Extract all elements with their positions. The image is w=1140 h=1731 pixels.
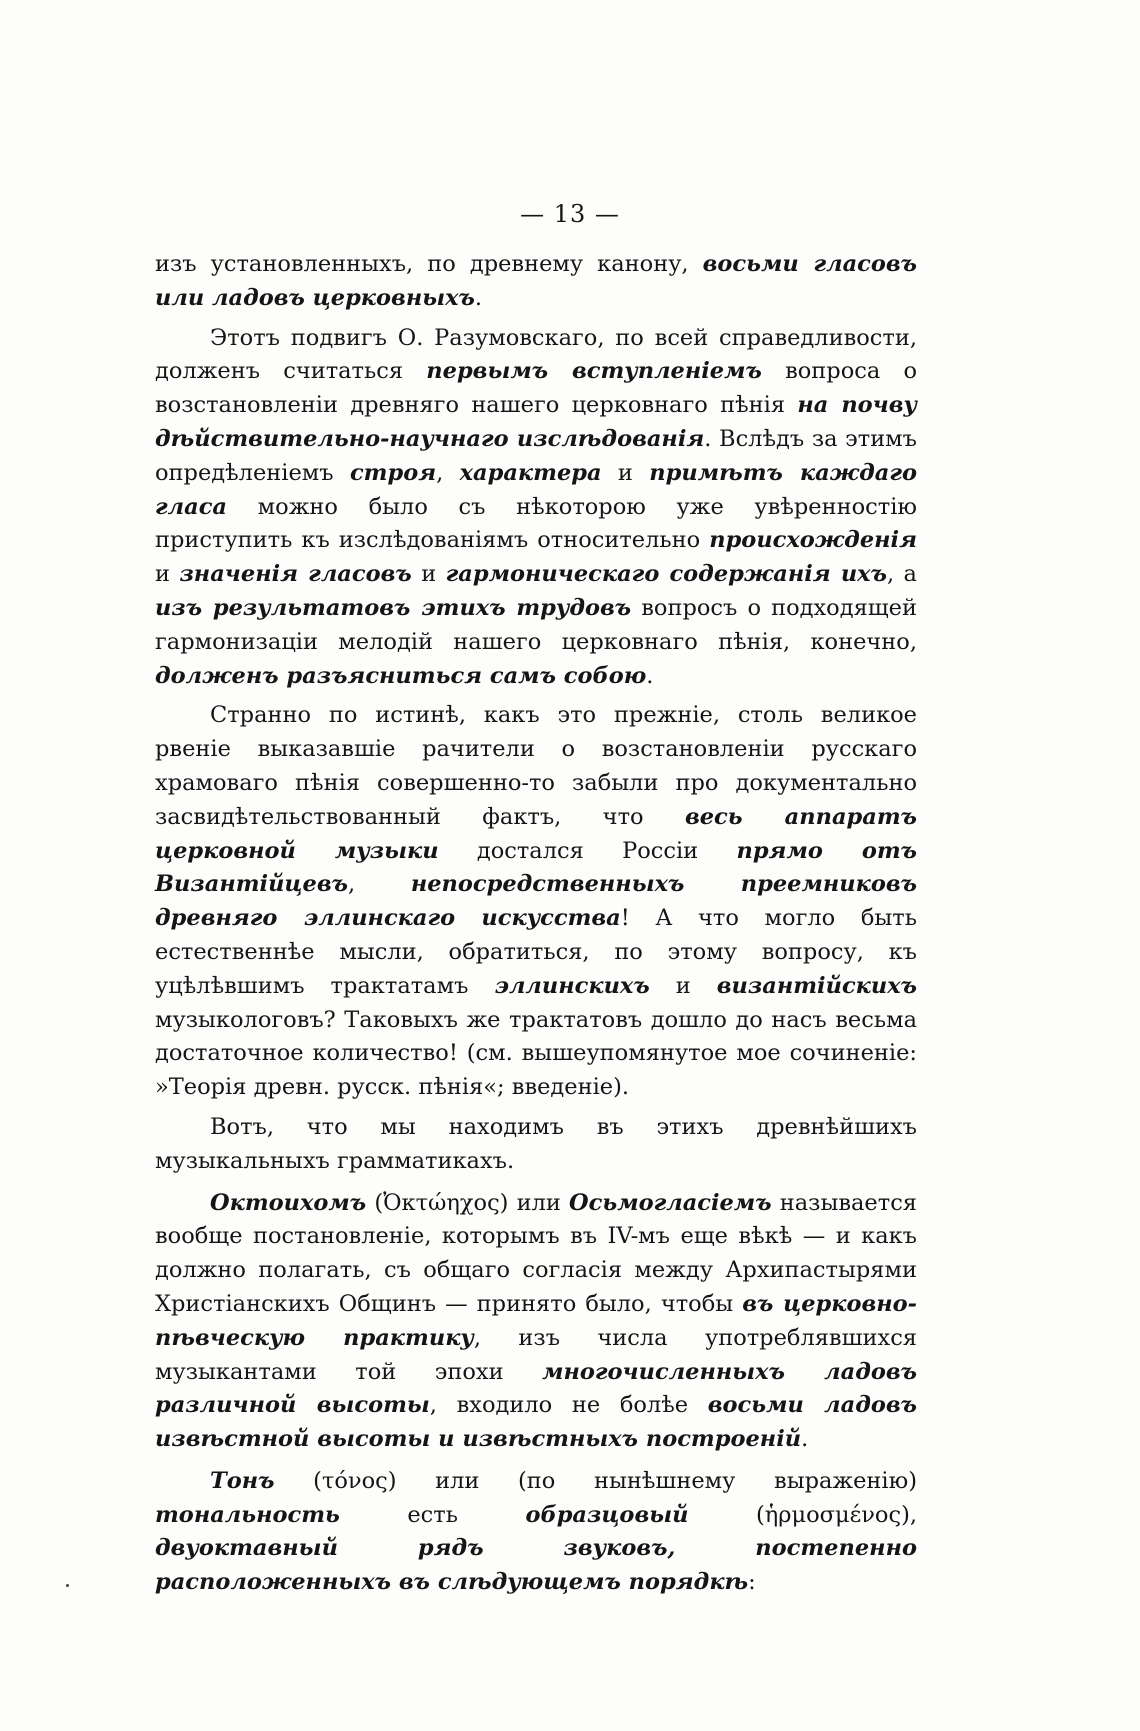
text-segment: и <box>649 972 717 999</box>
text-segment: , входило не болѣе <box>429 1392 708 1419</box>
emphasized-text: Октоихомъ <box>210 1189 367 1216</box>
emphasized-text: строя <box>349 459 437 486</box>
emphasized-text: тональность <box>155 1501 340 1528</box>
emphasized-text: восьми гласовъ или ладовъ церковныхъ <box>155 251 917 311</box>
emphasized-text: прямо отъ Византійцевъ <box>155 837 918 898</box>
emphasized-text: въ церковно-пѣвческую практику <box>155 1290 917 1351</box>
text-segment: (Ὀκτώηχος) или <box>366 1189 570 1216</box>
emphasized-text: значенія гласовъ <box>179 561 412 588</box>
emphasized-text: Осьмогласіемъ <box>569 1189 772 1216</box>
text-segment: Странно по истинѣ, какъ это прежніе, столь великое рвеніе выказавшіе рачители о возстановленіи русскаго храмоваго пѣнія совершенно-то забыли про документально засвидѣтельствованный фактъ, что <box>155 702 917 830</box>
emphasized-text: изъ результатовъ этихъ трудовъ <box>155 594 632 621</box>
text-segment: Вотъ, что мы находимъ въ этихъ древнѣйшихъ музыкальныхъ грамматикахъ. <box>155 1113 917 1174</box>
text-segment: и <box>155 561 180 588</box>
text-segment: Этотъ подвигъ О. Разумовскаго, по всей справедливости, долженъ считаться <box>155 324 917 385</box>
text-segment: . <box>801 1426 809 1453</box>
stray-print-mark <box>66 1584 69 1587</box>
emphasized-text: на почву дѣйствительно-научнаго изслѣдованія <box>155 392 918 452</box>
paragraph-4 <box>155 1111 917 1179</box>
emphasized-text: характера <box>459 459 602 486</box>
paragraph-5 <box>155 1187 917 1457</box>
emphasized-text: многочисленныхъ ладовъ различной высоты <box>155 1358 917 1419</box>
text-segment: , а <box>886 561 917 588</box>
emphasized-text: двуоктавный рядъ звуковъ, постепенно расположенныхъ въ слѣдующемъ порядкѣ <box>155 1535 917 1596</box>
text-segment: . Вслѣдъ за этимъ опредѣленіемъ <box>155 425 918 486</box>
text-segment: , <box>436 459 460 486</box>
emphasized-text: весь аппаратъ церковной музыки <box>155 803 918 864</box>
emphasized-text: первымъ вступленіемъ <box>426 358 762 385</box>
text-segment: ! А что могло быть естественнѣе мысли, обратиться, по этому вопросу, къ уцѣлѣвшимъ трактатамъ <box>155 905 917 999</box>
emphasized-text: долженъ разъясниться самъ собою <box>155 662 647 689</box>
paragraph-1 <box>155 248 917 316</box>
page-number: — 13 — <box>520 200 620 228</box>
text-segment: . <box>474 284 483 311</box>
text-segment: и <box>601 459 650 486</box>
body-text <box>155 248 917 1606</box>
emphasized-text: Тонъ <box>210 1467 275 1494</box>
emphasized-text: эллинскихъ <box>494 972 650 999</box>
emphasized-text: образцовый <box>525 1501 689 1528</box>
text-segment: , изъ числа употреблявшихся музыкантами той эпохи <box>155 1324 918 1385</box>
text-segment: можно было съ нѣкоторою уже увѣренностію приступить къ изслѣдованіямъ относительно <box>155 493 917 554</box>
text-segment: и <box>411 561 446 588</box>
text-segment: называется вообще постановленіе, которымъ въ IV-мъ еще вѣкѣ — и какъ должно полагать, съ общаго согласія между Архипастырями Христіанскихъ Общинъ — принято было, чтобы <box>155 1189 917 1317</box>
text-segment: , <box>347 871 411 898</box>
emphasized-text: византійскихъ <box>716 972 917 999</box>
paragraph-3 <box>155 699 917 1105</box>
emphasized-text: восьми ладовъ извѣстной высоты и извѣстныхъ построеній <box>155 1392 918 1453</box>
text-segment: вопросъ о подходящей гармонизаціи мелодій нашего церковнаго пѣнія, конечно, <box>155 594 917 655</box>
text-segment: (τόνος) или (по нынѣшнему выраженію) <box>274 1467 917 1494</box>
text-segment: : <box>748 1569 756 1596</box>
emphasized-text: примѣтъ каждаго гласа <box>155 459 917 520</box>
emphasized-text: гармоническаго содержанія ихъ <box>445 561 887 588</box>
text-segment: музыкологовъ? Таковыхъ же трактатовъ дошло до насъ весьма достаточное количество! (см. вышеупомянутое мое сочиненіе: »Теорія древн. русск. пѣнія«; введеніе). <box>155 1006 917 1101</box>
emphasized-text: непосредственныхъ преемниковъ древняго эллинскаго искусства <box>155 871 917 932</box>
emphasized-text: происхожденія <box>709 527 917 554</box>
text-segment: изъ установленныхъ, по древнему канону, <box>155 251 703 277</box>
text-segment: вопроса о возстановленіи древняго нашего церковнаго пѣнія <box>155 358 917 419</box>
text-segment: есть <box>339 1501 526 1528</box>
text-segment: достался Россіи <box>438 837 737 864</box>
paragraph-2 <box>155 322 917 694</box>
paragraph-6 <box>155 1465 917 1600</box>
text-segment: (ἡρμοσμένος), <box>688 1501 918 1528</box>
text-segment: . <box>646 662 654 689</box>
